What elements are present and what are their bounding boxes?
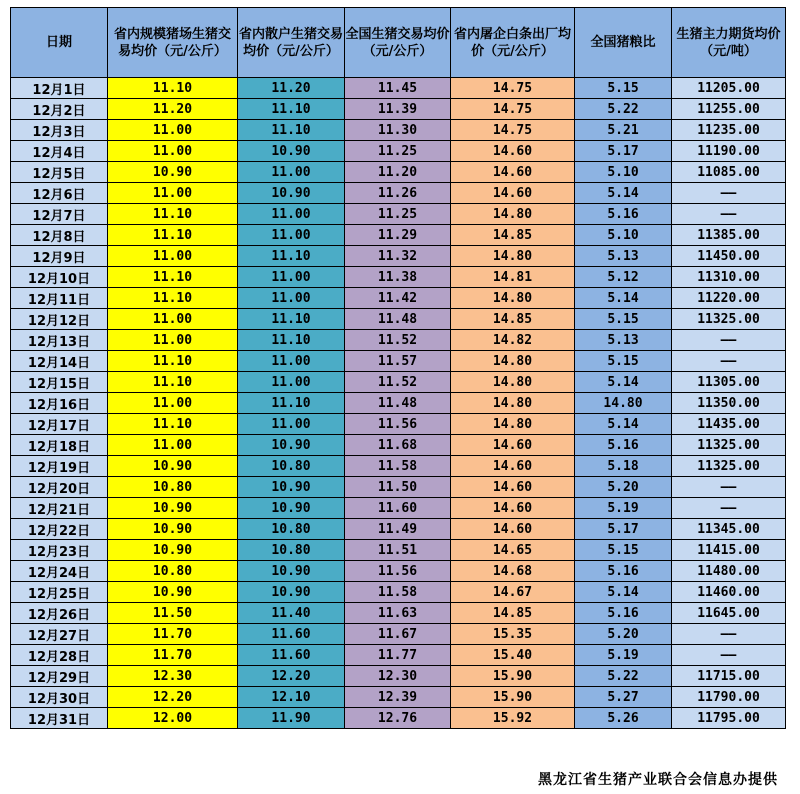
header-province-retail-price: 省内散户生猪交易均价（元/公斤） — [238, 8, 345, 78]
date-cell: 12月22日 — [11, 519, 108, 540]
table-row — [11, 330, 786, 351]
futures-price-cell: —— — [672, 330, 786, 351]
national-price-cell: 11.67 — [345, 624, 451, 645]
national-price-cell: 11.39 — [345, 99, 451, 120]
futures-price-cell: 11385.00 — [672, 225, 786, 246]
date-cell: 12月2日 — [11, 99, 108, 120]
header-hog-grain-ratio: 全国猪粮比 — [575, 8, 672, 78]
national-price-cell: 11.57 — [345, 351, 451, 372]
date-cell: 12月30日 — [11, 687, 108, 708]
futures-price-cell: 11460.00 — [672, 582, 786, 603]
hog-grain-ratio-cell: 5.13 — [575, 330, 672, 351]
carcass-price-cell: 14.80 — [451, 288, 575, 309]
date-cell: 12月9日 — [11, 246, 108, 267]
retail-price-cell: 10.90 — [238, 561, 345, 582]
carcass-price-cell: 14.80 — [451, 246, 575, 267]
hog-grain-ratio-cell: 5.26 — [575, 708, 672, 729]
hog-grain-ratio-cell: 5.27 — [575, 687, 672, 708]
national-price-cell: 11.52 — [345, 372, 451, 393]
national-price-cell: 11.60 — [345, 498, 451, 519]
scale-farm-price-cell: 11.00 — [108, 120, 238, 141]
hog-grain-ratio-cell: 5.14 — [575, 183, 672, 204]
carcass-price-cell: 14.68 — [451, 561, 575, 582]
carcass-price-cell: 15.40 — [451, 645, 575, 666]
scale-farm-price-cell: 10.90 — [108, 540, 238, 561]
national-price-cell: 11.56 — [345, 561, 451, 582]
futures-price-cell: 11235.00 — [672, 120, 786, 141]
national-price-cell: 11.48 — [345, 309, 451, 330]
table-row — [11, 267, 786, 288]
table-row — [11, 78, 786, 99]
national-price-cell: 11.56 — [345, 414, 451, 435]
date-cell: 12月16日 — [11, 393, 108, 414]
table-row — [11, 288, 786, 309]
retail-price-cell: 12.10 — [238, 687, 345, 708]
carcass-price-cell: 14.80 — [451, 393, 575, 414]
scale-farm-price-cell: 11.10 — [108, 414, 238, 435]
carcass-price-cell: 14.75 — [451, 78, 575, 99]
date-cell: 12月20日 — [11, 477, 108, 498]
date-cell: 12月12日 — [11, 309, 108, 330]
table-row — [11, 540, 786, 561]
carcass-price-cell: 15.90 — [451, 666, 575, 687]
table-row — [11, 582, 786, 603]
retail-price-cell: 11.00 — [238, 372, 345, 393]
header-carcass-price: 省内屠企白条出厂均价（元/公斤） — [451, 8, 575, 78]
table-body — [11, 78, 786, 729]
retail-price-cell: 11.40 — [238, 603, 345, 624]
carcass-price-cell: 14.75 — [451, 99, 575, 120]
table-row — [11, 435, 786, 456]
date-cell: 12月14日 — [11, 351, 108, 372]
national-price-cell: 11.45 — [345, 78, 451, 99]
scale-farm-price-cell: 11.00 — [108, 393, 238, 414]
national-price-cell: 11.48 — [345, 393, 451, 414]
futures-price-cell: 11480.00 — [672, 561, 786, 582]
carcass-price-cell: 14.60 — [451, 519, 575, 540]
scale-farm-price-cell: 11.10 — [108, 351, 238, 372]
date-cell: 12月28日 — [11, 645, 108, 666]
scale-farm-price-cell: 11.00 — [108, 183, 238, 204]
futures-price-cell: 11415.00 — [672, 540, 786, 561]
hog-grain-ratio-cell: 5.16 — [575, 435, 672, 456]
futures-price-cell: 11795.00 — [672, 708, 786, 729]
hog-grain-ratio-cell: 5.16 — [575, 603, 672, 624]
futures-price-cell: 11350.00 — [672, 393, 786, 414]
date-cell: 12月31日 — [11, 708, 108, 729]
futures-price-cell: 11205.00 — [672, 78, 786, 99]
date-cell: 12月23日 — [11, 540, 108, 561]
header-date: 日期 — [11, 8, 108, 78]
national-price-cell: 11.50 — [345, 477, 451, 498]
hog-grain-ratio-cell: 5.10 — [575, 225, 672, 246]
carcass-price-cell: 15.90 — [451, 687, 575, 708]
date-cell: 12月24日 — [11, 561, 108, 582]
hog-grain-ratio-cell: 5.12 — [575, 267, 672, 288]
date-cell: 12月15日 — [11, 372, 108, 393]
hog-grain-ratio-cell: 5.10 — [575, 162, 672, 183]
futures-price-cell: 11450.00 — [672, 246, 786, 267]
carcass-price-cell: 14.82 — [451, 330, 575, 351]
hog-grain-ratio-cell: 5.20 — [575, 624, 672, 645]
scale-farm-price-cell: 12.00 — [108, 708, 238, 729]
futures-price-cell: 11790.00 — [672, 687, 786, 708]
futures-price-cell: —— — [672, 204, 786, 225]
retail-price-cell: 11.10 — [238, 120, 345, 141]
table-header — [11, 8, 786, 78]
table-row — [11, 372, 786, 393]
national-price-cell: 11.29 — [345, 225, 451, 246]
futures-price-cell: —— — [672, 183, 786, 204]
date-cell: 12月29日 — [11, 666, 108, 687]
header-province-scale-farm-price: 省内规模猪场生猪交易均价（元/公斤） — [108, 8, 238, 78]
retail-price-cell: 12.20 — [238, 666, 345, 687]
date-cell: 12月6日 — [11, 183, 108, 204]
carcass-price-cell: 14.60 — [451, 162, 575, 183]
national-price-cell: 12.76 — [345, 708, 451, 729]
futures-price-cell: 11325.00 — [672, 456, 786, 477]
carcass-price-cell: 14.60 — [451, 141, 575, 162]
carcass-price-cell: 14.75 — [451, 120, 575, 141]
futures-price-cell: 11435.00 — [672, 414, 786, 435]
table-row — [11, 141, 786, 162]
retail-price-cell: 10.90 — [238, 477, 345, 498]
hog-grain-ratio-cell: 5.17 — [575, 519, 672, 540]
carcass-price-cell: 14.60 — [451, 435, 575, 456]
hog-grain-ratio-cell: 5.14 — [575, 582, 672, 603]
table-row — [11, 477, 786, 498]
national-price-cell: 11.63 — [345, 603, 451, 624]
scale-farm-price-cell: 11.00 — [108, 141, 238, 162]
header-national-price: 全国生猪交易均价（元/公斤） — [345, 8, 451, 78]
scale-farm-price-cell: 11.00 — [108, 330, 238, 351]
date-cell: 12月5日 — [11, 162, 108, 183]
national-price-cell: 12.30 — [345, 666, 451, 687]
national-price-cell: 11.32 — [345, 246, 451, 267]
national-price-cell: 11.52 — [345, 330, 451, 351]
scale-farm-price-cell: 10.90 — [108, 162, 238, 183]
retail-price-cell: 10.90 — [238, 435, 345, 456]
table-row — [11, 120, 786, 141]
header-row — [11, 8, 786, 78]
carcass-price-cell: 15.35 — [451, 624, 575, 645]
retail-price-cell: 11.10 — [238, 309, 345, 330]
carcass-price-cell: 14.85 — [451, 225, 575, 246]
hog-grain-ratio-cell: 5.14 — [575, 414, 672, 435]
table-row — [11, 561, 786, 582]
scale-farm-price-cell: 11.00 — [108, 246, 238, 267]
hog-grain-ratio-cell: 5.18 — [575, 456, 672, 477]
scale-farm-price-cell: 11.10 — [108, 204, 238, 225]
scale-farm-price-cell: 10.90 — [108, 519, 238, 540]
carcass-price-cell: 14.80 — [451, 204, 575, 225]
futures-price-cell: 11305.00 — [672, 372, 786, 393]
table-row — [11, 708, 786, 729]
futures-price-cell: —— — [672, 498, 786, 519]
hog-grain-ratio-cell: 5.13 — [575, 246, 672, 267]
table-row — [11, 624, 786, 645]
national-price-cell: 11.30 — [345, 120, 451, 141]
date-cell: 12月19日 — [11, 456, 108, 477]
carcass-price-cell: 14.60 — [451, 498, 575, 519]
futures-price-cell: 11645.00 — [672, 603, 786, 624]
table-row — [11, 309, 786, 330]
retail-price-cell: 10.90 — [238, 141, 345, 162]
carcass-price-cell: 14.60 — [451, 183, 575, 204]
hog-grain-ratio-cell: 5.14 — [575, 372, 672, 393]
table-row — [11, 393, 786, 414]
futures-price-cell: 11345.00 — [672, 519, 786, 540]
retail-price-cell: 11.00 — [238, 204, 345, 225]
hog-grain-ratio-cell: 5.15 — [575, 351, 672, 372]
national-price-cell: 11.20 — [345, 162, 451, 183]
futures-price-cell: 11255.00 — [672, 99, 786, 120]
date-cell: 12月13日 — [11, 330, 108, 351]
scale-farm-price-cell: 11.10 — [108, 267, 238, 288]
retail-price-cell: 11.60 — [238, 624, 345, 645]
source-note: 黑龙江省生猪产业联合会信息办提供 — [538, 772, 778, 788]
hog-grain-ratio-cell: 5.16 — [575, 561, 672, 582]
retail-price-cell: 11.90 — [238, 708, 345, 729]
hog-grain-ratio-cell: 5.22 — [575, 99, 672, 120]
carcass-price-cell: 14.67 — [451, 582, 575, 603]
scale-farm-price-cell: 11.10 — [108, 78, 238, 99]
hog-grain-ratio-cell: 14.80 — [575, 393, 672, 414]
national-price-cell: 11.42 — [345, 288, 451, 309]
scale-farm-price-cell: 11.70 — [108, 624, 238, 645]
scale-farm-price-cell: 12.30 — [108, 666, 238, 687]
hog-grain-ratio-cell: 5.14 — [575, 288, 672, 309]
scale-farm-price-cell: 10.80 — [108, 561, 238, 582]
futures-price-cell: 11190.00 — [672, 141, 786, 162]
retail-price-cell: 11.10 — [238, 393, 345, 414]
national-price-cell: 11.26 — [345, 183, 451, 204]
scale-farm-price-cell: 10.90 — [108, 582, 238, 603]
date-cell: 12月4日 — [11, 141, 108, 162]
date-cell: 12月3日 — [11, 120, 108, 141]
carcass-price-cell: 15.92 — [451, 708, 575, 729]
carcass-price-cell: 14.80 — [451, 351, 575, 372]
retail-price-cell: 10.80 — [238, 519, 345, 540]
carcass-price-cell: 14.85 — [451, 603, 575, 624]
date-cell: 12月10日 — [11, 267, 108, 288]
scale-farm-price-cell: 11.70 — [108, 645, 238, 666]
date-cell: 12月21日 — [11, 498, 108, 519]
date-cell: 12月8日 — [11, 225, 108, 246]
table-row — [11, 498, 786, 519]
scale-farm-price-cell: 11.50 — [108, 603, 238, 624]
hog-grain-ratio-cell: 5.21 — [575, 120, 672, 141]
carcass-price-cell: 14.65 — [451, 540, 575, 561]
header-futures-price: 生猪主力期货均价（元/吨） — [672, 8, 786, 78]
hog-grain-ratio-cell: 5.16 — [575, 204, 672, 225]
retail-price-cell: 11.20 — [238, 78, 345, 99]
table-row — [11, 414, 786, 435]
retail-price-cell: 11.00 — [238, 351, 345, 372]
hog-grain-ratio-cell: 5.19 — [575, 498, 672, 519]
scale-farm-price-cell: 11.20 — [108, 99, 238, 120]
table-row — [11, 99, 786, 120]
hog-grain-ratio-cell: 5.15 — [575, 309, 672, 330]
table-row — [11, 456, 786, 477]
retail-price-cell: 11.00 — [238, 288, 345, 309]
national-price-cell: 11.49 — [345, 519, 451, 540]
national-price-cell: 11.58 — [345, 456, 451, 477]
national-price-cell: 11.25 — [345, 204, 451, 225]
date-cell: 12月11日 — [11, 288, 108, 309]
futures-price-cell: 11085.00 — [672, 162, 786, 183]
scale-farm-price-cell: 10.80 — [108, 477, 238, 498]
scale-farm-price-cell: 11.10 — [108, 372, 238, 393]
scale-farm-price-cell: 11.00 — [108, 309, 238, 330]
date-cell: 12月7日 — [11, 204, 108, 225]
table-row — [11, 666, 786, 687]
national-price-cell: 11.77 — [345, 645, 451, 666]
national-price-cell: 11.38 — [345, 267, 451, 288]
hog-grain-ratio-cell: 5.19 — [575, 645, 672, 666]
national-price-cell: 11.58 — [345, 582, 451, 603]
retail-price-cell: 10.90 — [238, 498, 345, 519]
retail-price-cell: 11.00 — [238, 162, 345, 183]
table-row — [11, 204, 786, 225]
retail-price-cell: 11.60 — [238, 645, 345, 666]
table-row — [11, 603, 786, 624]
retail-price-cell: 10.90 — [238, 582, 345, 603]
date-cell: 12月26日 — [11, 603, 108, 624]
futures-price-cell: 11220.00 — [672, 288, 786, 309]
futures-price-cell: 11715.00 — [672, 666, 786, 687]
retail-price-cell: 11.00 — [238, 225, 345, 246]
retail-price-cell: 11.10 — [238, 246, 345, 267]
hog-grain-ratio-cell: 5.15 — [575, 78, 672, 99]
hog-grain-ratio-cell: 5.22 — [575, 666, 672, 687]
table-row — [11, 183, 786, 204]
date-cell: 12月25日 — [11, 582, 108, 603]
table-row — [11, 519, 786, 540]
futures-price-cell: —— — [672, 351, 786, 372]
retail-price-cell: 11.00 — [238, 414, 345, 435]
date-cell: 12月1日 — [11, 78, 108, 99]
futures-price-cell: 11310.00 — [672, 267, 786, 288]
table-row — [11, 225, 786, 246]
table-row — [11, 162, 786, 183]
national-price-cell: 11.51 — [345, 540, 451, 561]
retail-price-cell: 11.10 — [238, 99, 345, 120]
date-cell: 12月17日 — [11, 414, 108, 435]
scale-farm-price-cell: 12.20 — [108, 687, 238, 708]
retail-price-cell: 11.10 — [238, 330, 345, 351]
national-price-cell: 12.39 — [345, 687, 451, 708]
table-row — [11, 645, 786, 666]
date-cell: 12月18日 — [11, 435, 108, 456]
scale-farm-price-cell: 10.90 — [108, 498, 238, 519]
scale-farm-price-cell: 11.10 — [108, 288, 238, 309]
carcass-price-cell: 14.60 — [451, 456, 575, 477]
carcass-price-cell: 14.80 — [451, 414, 575, 435]
carcass-price-cell: 14.85 — [451, 309, 575, 330]
national-price-cell: 11.68 — [345, 435, 451, 456]
scale-farm-price-cell: 10.90 — [108, 456, 238, 477]
table-row — [11, 351, 786, 372]
hog-grain-ratio-cell: 5.20 — [575, 477, 672, 498]
carcass-price-cell: 14.80 — [451, 372, 575, 393]
date-cell: 12月27日 — [11, 624, 108, 645]
futures-price-cell: —— — [672, 477, 786, 498]
scale-farm-price-cell: 11.10 — [108, 225, 238, 246]
retail-price-cell: 10.90 — [238, 183, 345, 204]
retail-price-cell: 11.00 — [238, 267, 345, 288]
retail-price-cell: 10.80 — [238, 540, 345, 561]
hog-grain-ratio-cell: 5.15 — [575, 540, 672, 561]
futures-price-cell: —— — [672, 645, 786, 666]
futures-price-cell: 11325.00 — [672, 435, 786, 456]
table-row — [11, 687, 786, 708]
table-row — [11, 246, 786, 267]
futures-price-cell: —— — [672, 624, 786, 645]
national-price-cell: 11.25 — [345, 141, 451, 162]
carcass-price-cell: 14.81 — [451, 267, 575, 288]
price-table — [10, 7, 786, 729]
scale-farm-price-cell: 11.00 — [108, 435, 238, 456]
retail-price-cell: 10.80 — [238, 456, 345, 477]
carcass-price-cell: 14.60 — [451, 477, 575, 498]
hog-grain-ratio-cell: 5.17 — [575, 141, 672, 162]
futures-price-cell: 11325.00 — [672, 309, 786, 330]
